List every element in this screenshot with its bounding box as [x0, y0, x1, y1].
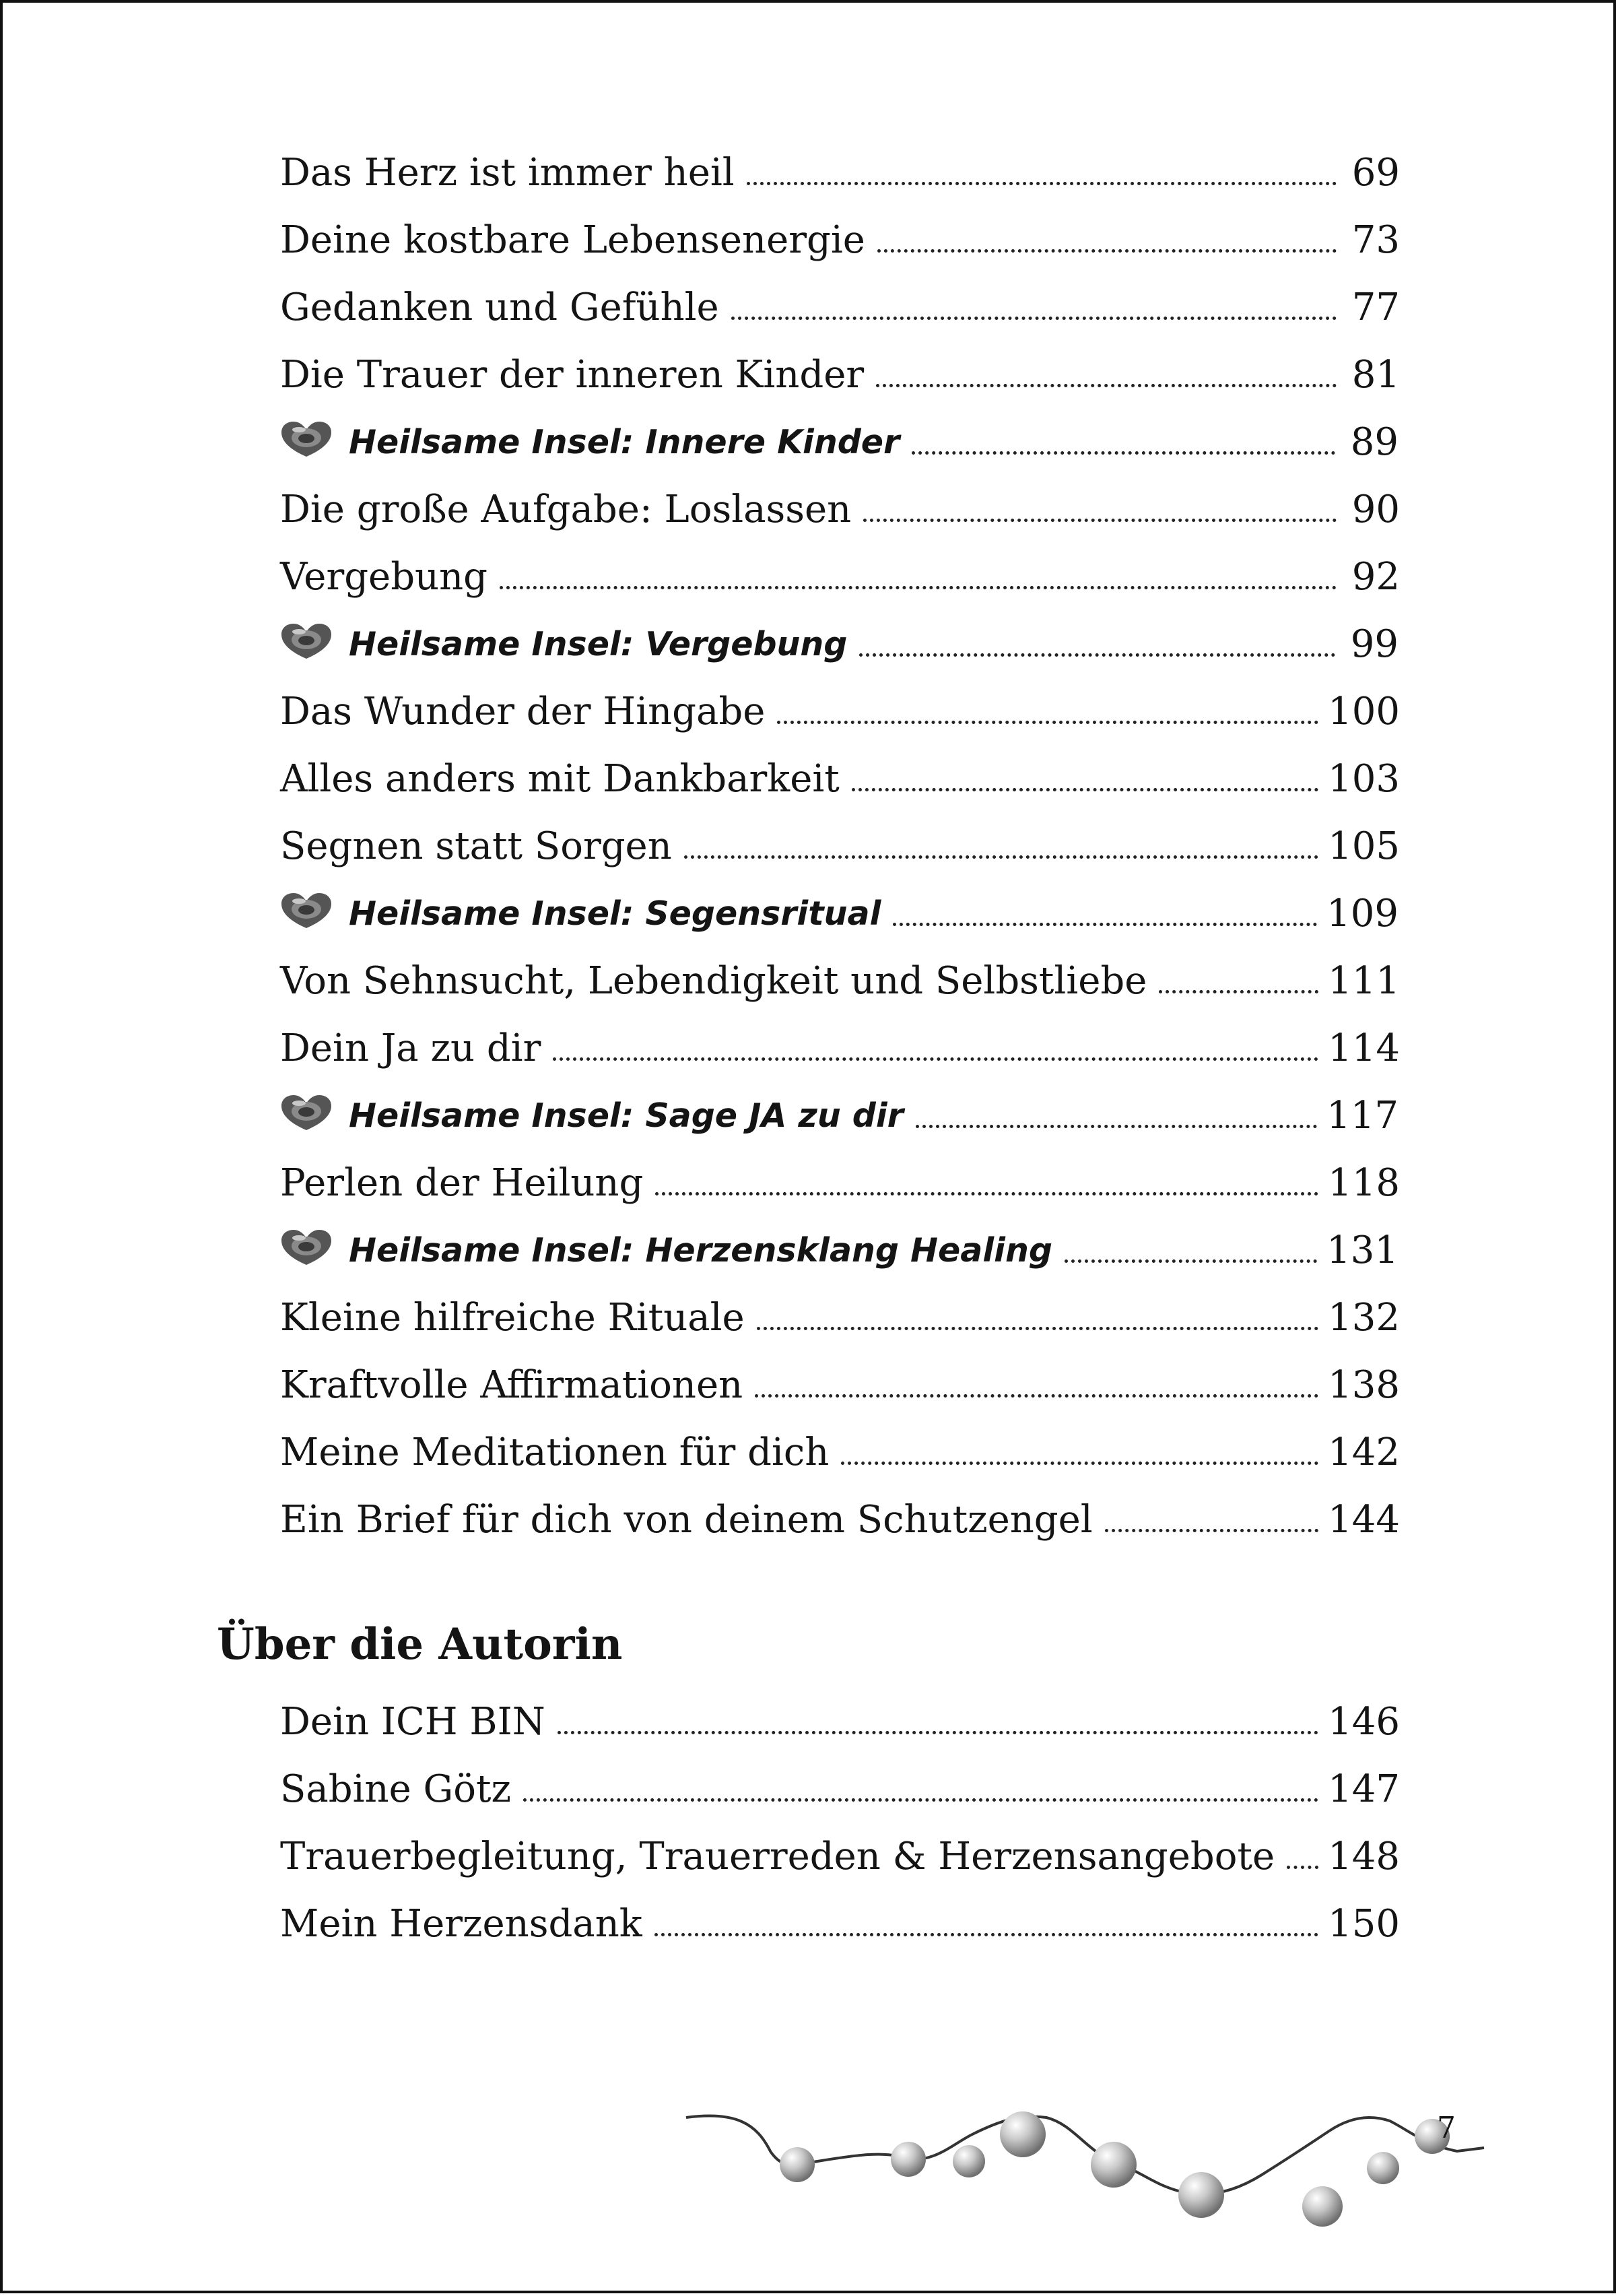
heart-stone-icon	[279, 891, 334, 930]
toc-entry-page: 146	[1328, 1700, 1400, 1744]
toc-entry-title: Das Herz ist immer heil	[280, 151, 735, 195]
leader-dots	[893, 923, 1317, 926]
toc-entry[interactable]	[280, 1414, 1400, 1474]
pearl-string-ornament	[683, 2097, 1491, 2252]
toc-entry-island[interactable]	[279, 1212, 1399, 1272]
leader-dots	[500, 586, 1337, 589]
toc-entry-title: Heilsame Insel: Innere Kinder	[349, 423, 900, 461]
leader-dots	[912, 451, 1335, 455]
toc-entry[interactable]	[280, 808, 1400, 868]
toc-entry-title: Kleine hilfreiche Rituale	[280, 1296, 745, 1340]
toc-entry-title: Heilsame Insel: Sage JA zu dir	[349, 1096, 904, 1135]
toc-entry-page: 109	[1326, 892, 1399, 936]
leader-dots	[863, 519, 1337, 522]
toc-entry-page: 142	[1328, 1431, 1400, 1474]
toc-entry-page: 90	[1351, 488, 1400, 531]
leader-dots	[1287, 1866, 1318, 1869]
toc-entry-page: 138	[1328, 1363, 1400, 1407]
toc-entry-page: 77	[1351, 286, 1400, 329]
heart-stone-icon	[279, 1093, 334, 1132]
leader-dots	[553, 1057, 1318, 1061]
toc-entry[interactable]	[280, 1346, 1400, 1407]
leader-dots	[859, 653, 1335, 657]
toc-entry-title: Gedanken und Gefühle	[280, 286, 719, 329]
toc-entry-page: 89	[1350, 420, 1399, 464]
heart-stone-icon	[279, 622, 334, 661]
toc-entry-title: Dein Ja zu dir	[280, 1026, 541, 1070]
toc-entry[interactable]	[280, 1818, 1400, 1878]
page-number: 7	[1437, 2111, 1456, 2145]
toc-entry[interactable]	[280, 942, 1400, 1003]
toc-entry-title: Mein Herzensdank	[280, 1902, 642, 1946]
toc-entry-title: Deine kostbare Lebensenergie	[280, 218, 865, 262]
toc-entry[interactable]	[280, 1683, 1400, 1744]
leader-dots	[852, 788, 1318, 791]
toc-entry-island[interactable]	[279, 875, 1399, 936]
leader-dots	[558, 1731, 1318, 1734]
toc-entry-title: Meine Meditationen für dich	[280, 1431, 830, 1474]
toc-entry[interactable]	[280, 134, 1400, 195]
toc-entry-page: 132	[1328, 1296, 1400, 1340]
leader-dots	[1159, 990, 1318, 993]
leader-dots	[731, 317, 1337, 320]
toc-entry-page: 105	[1328, 824, 1400, 868]
table-of-contents	[3, 3, 1616, 2296]
toc-entry-title: Heilsame Insel: Segensritual	[349, 894, 881, 933]
leader-dots	[841, 1462, 1318, 1465]
toc-entry-title: Trauerbegleitung, Trauerreden & Herzensangebote	[280, 1835, 1275, 1878]
toc-entry[interactable]	[280, 269, 1400, 329]
leader-dots	[755, 1394, 1318, 1398]
toc-entry-title: Die Trauer der inneren Kinder	[280, 353, 865, 397]
toc-entry-title: Segnen statt Sorgen	[280, 824, 672, 868]
toc-entry-island[interactable]	[279, 403, 1399, 464]
leader-dots	[654, 1933, 1318, 1936]
leader-dots	[684, 855, 1318, 859]
toc-entry-page: 69	[1351, 151, 1400, 195]
toc-entry[interactable]	[280, 538, 1400, 599]
toc-entry-title: Sabine Götz	[280, 1767, 511, 1811]
section-heading-author: Über die Autorin	[217, 1619, 623, 1670]
toc-entry-title: Das Wunder der Hingabe	[280, 690, 766, 733]
toc-entry-page: 131	[1326, 1228, 1399, 1272]
toc-entry[interactable]	[280, 1885, 1400, 1946]
toc-entry[interactable]	[280, 1481, 1400, 1542]
toc-entry-page: 73	[1351, 218, 1400, 262]
leader-dots	[1065, 1259, 1317, 1263]
toc-entry-title: Alles anders mit Dankbarkeit	[280, 757, 840, 801]
toc-entry-page: 118	[1328, 1161, 1400, 1205]
leader-dots	[876, 384, 1337, 387]
toc-entry[interactable]	[280, 1144, 1400, 1205]
toc-entry[interactable]	[280, 201, 1400, 262]
leader-dots	[777, 721, 1318, 724]
heart-stone-icon	[279, 1228, 334, 1267]
toc-entry[interactable]	[280, 1279, 1400, 1340]
leader-dots	[747, 182, 1337, 185]
toc-entry[interactable]	[280, 471, 1400, 531]
toc-entry-title: Dein ICH BIN	[280, 1700, 545, 1744]
heart-stone-icon	[279, 420, 334, 459]
toc-entry-page: 117	[1326, 1094, 1399, 1138]
leader-dots	[877, 249, 1337, 253]
toc-entry-page: 114	[1328, 1026, 1400, 1070]
leader-dots	[916, 1125, 1317, 1128]
toc-entry-page: 111	[1328, 959, 1400, 1003]
toc-entry[interactable]	[280, 336, 1400, 397]
toc-entry-page: 150	[1328, 1902, 1400, 1946]
toc-entry[interactable]	[280, 1010, 1400, 1070]
toc-entry-page: 99	[1350, 622, 1399, 666]
toc-entry-page: 81	[1351, 353, 1400, 397]
toc-entry-page: 92	[1351, 555, 1400, 599]
leader-dots	[655, 1192, 1318, 1195]
toc-entry[interactable]	[280, 740, 1400, 801]
toc-entry-title: Ein Brief für dich von deinem Schutzengel	[280, 1498, 1093, 1542]
toc-entry[interactable]	[280, 673, 1400, 733]
toc-entry-title: Perlen der Heilung	[280, 1161, 644, 1205]
leader-dots	[523, 1798, 1318, 1802]
toc-entry-title: Von Sehnsucht, Lebendigkeit und Selbstliebe	[280, 959, 1147, 1003]
toc-entry-title: Die große Aufgabe: Loslassen	[280, 488, 852, 531]
leader-dots	[1105, 1529, 1318, 1532]
toc-entry-title: Heilsame Insel: Vergebung	[349, 625, 848, 663]
toc-entry-island[interactable]	[279, 605, 1399, 666]
toc-entry-island[interactable]	[279, 1077, 1399, 1138]
toc-entry-page: 100	[1328, 690, 1400, 733]
toc-entry-page: 144	[1328, 1498, 1400, 1542]
toc-entry-page: 147	[1328, 1767, 1400, 1811]
toc-entry-page: 103	[1328, 757, 1400, 801]
toc-entry-title: Kraftvolle Affirmationen	[280, 1363, 743, 1407]
leader-dots	[757, 1327, 1318, 1330]
toc-entry-title: Heilsame Insel: Herzensklang Healing	[349, 1231, 1052, 1270]
toc-entry-title: Vergebung	[280, 555, 488, 599]
toc-entry[interactable]	[280, 1750, 1400, 1811]
toc-entry-page: 148	[1328, 1835, 1400, 1878]
